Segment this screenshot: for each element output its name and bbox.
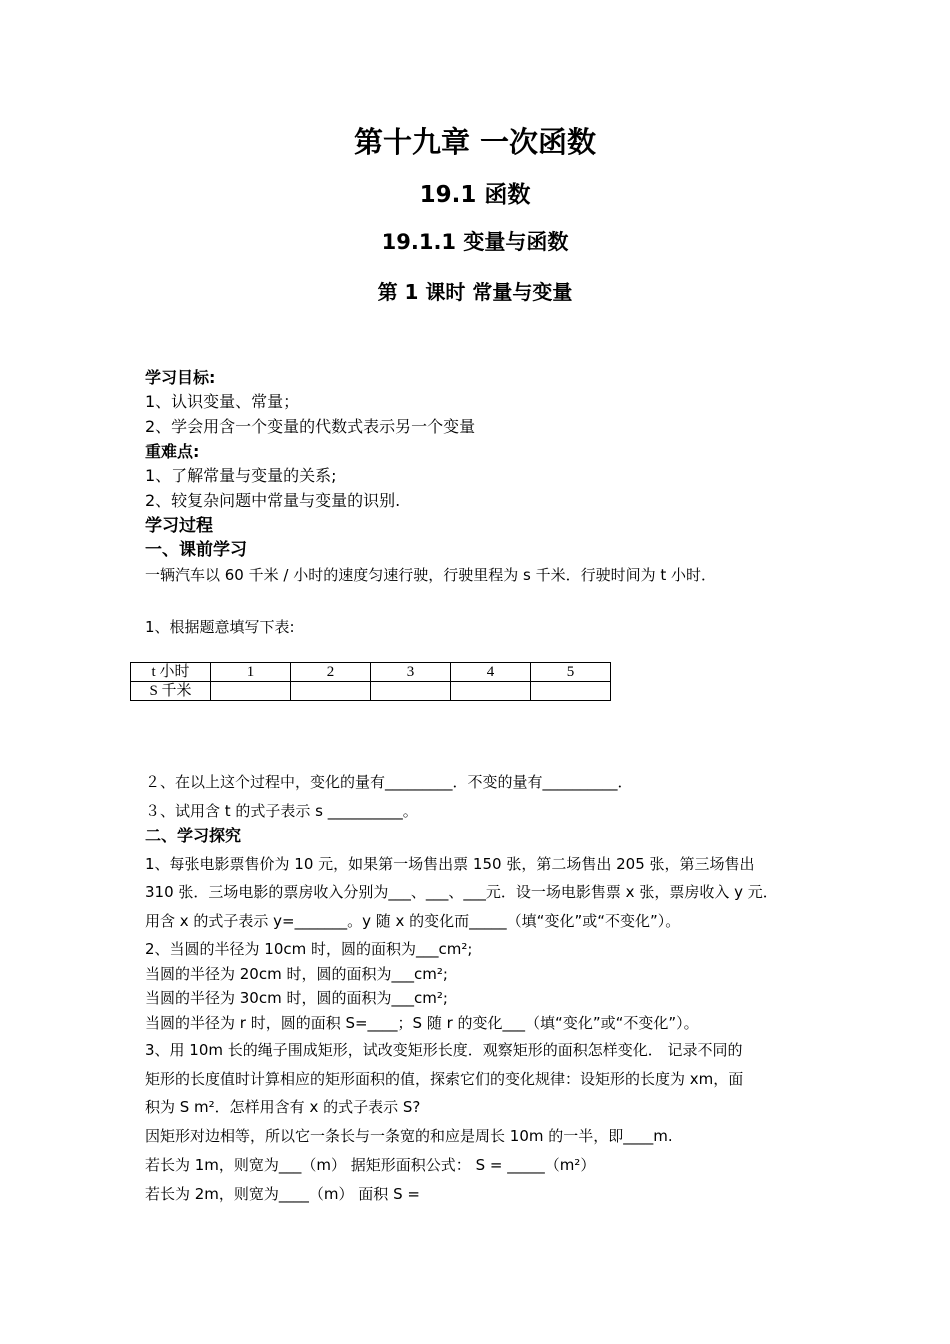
part2-heading: 二、学习探究 (145, 826, 242, 845)
table-cell (291, 682, 371, 701)
table-cell (451, 682, 531, 701)
objective-item: 2、学会用含一个变量的代数式表示另一个变量 (145, 417, 476, 436)
table-cell: 3 (371, 663, 451, 682)
table-cell: S 千米 (131, 682, 211, 701)
part1-question-2: ２、在以上这个过程中，变化的量有_________．不变的量有__________． (145, 773, 633, 791)
objective-item: 1、认识变量、常量； (145, 392, 300, 411)
table-cell (531, 682, 611, 701)
table-cell: 5 (531, 663, 611, 682)
part2-line: 当圆的半径为 r 时，圆的面积 S=____；S 随 r 的变化___（填“变化”或“不变化”）。 (145, 1014, 699, 1032)
key-point-item: 1、了解常量与变量的关系; (145, 466, 337, 485)
table-cell: 1 (211, 663, 291, 682)
part1-intro: 一辆汽车以 60 千米 / 小时的速度匀速行驶，行驶里程为 s 千米．行驶时间为 t 小时． (145, 566, 716, 584)
part2-line: 矩形的长度值时计算相应的矩形面积的值，探索它们的变化规律：设矩形的长度为 xm，面 (145, 1070, 744, 1088)
part2-line: 2、当圆的半径为 10cm 时，圆的面积为___cm²; (145, 940, 473, 958)
part1-heading: 一、课前学习 (145, 540, 247, 560)
part1-question-3: ３、试用含 t 的式子表示 s __________。 (145, 802, 418, 820)
subsection-title: 19.1.1 变量与函数 (381, 230, 569, 254)
section-title: 19.1 函数 (419, 182, 531, 208)
table-row (131, 663, 611, 682)
objectives-heading: 学习目标: (145, 368, 216, 387)
table-cell: 2 (291, 663, 371, 682)
part2-line: 积为 S m²．怎样用含有 x 的式子表示 S? (145, 1098, 421, 1116)
part2-line: 若长为 1m，则宽为___（m） 据矩形面积公式： S = _____（m²） (145, 1156, 596, 1174)
table-row (131, 682, 611, 701)
table-cell (211, 682, 291, 701)
part2-line: 310 张．三场电影的票房收入分别为___、___、___元．设一场电影售票 x 张，票房收入 y 元． (145, 883, 778, 901)
part2-line: 因矩形对边相等，所以它一条长与一条宽的和应是周长 10m 的一半，即____m. (145, 1127, 673, 1145)
part2-line: 若长为 2m，则宽为____（m） 面积 S = (145, 1185, 420, 1203)
table-cell (371, 682, 451, 701)
part2-line: 当圆的半径为 30cm 时，圆的面积为___cm²; (145, 989, 448, 1007)
part2-line: 1、每张电影票售价为 10 元，如果第一场售出票 150 张，第二场售出 205 张，第三场售出 (145, 855, 755, 873)
speed-table (130, 662, 611, 701)
part2-line: 3、用 10m 长的绳子围成矩形，试改变矩形长度．观察矩形的面积怎样变化． 记录不同的 (145, 1041, 743, 1059)
key-points-heading: 重难点: (145, 442, 200, 461)
chapter-title: 第十九章 一次函数 (353, 125, 597, 159)
part2-line: 当圆的半径为 20cm 时，圆的面积为___cm²; (145, 965, 448, 983)
part1-question-1: 1、根据题意填写下表: (145, 618, 295, 636)
key-point-item: 2、较复杂问题中常量与变量的识别. (145, 491, 401, 510)
table-cell: t 小时 (131, 663, 211, 682)
table-cell: 4 (451, 663, 531, 682)
lesson-title: 第 1 课时 常量与变量 (377, 280, 573, 304)
process-heading: 学习过程 (145, 516, 213, 536)
part2-line: 用含 x 的式子表示 y=_______。y 随 x 的变化而_____（填“变化”或“不变化”）。 (145, 912, 681, 930)
